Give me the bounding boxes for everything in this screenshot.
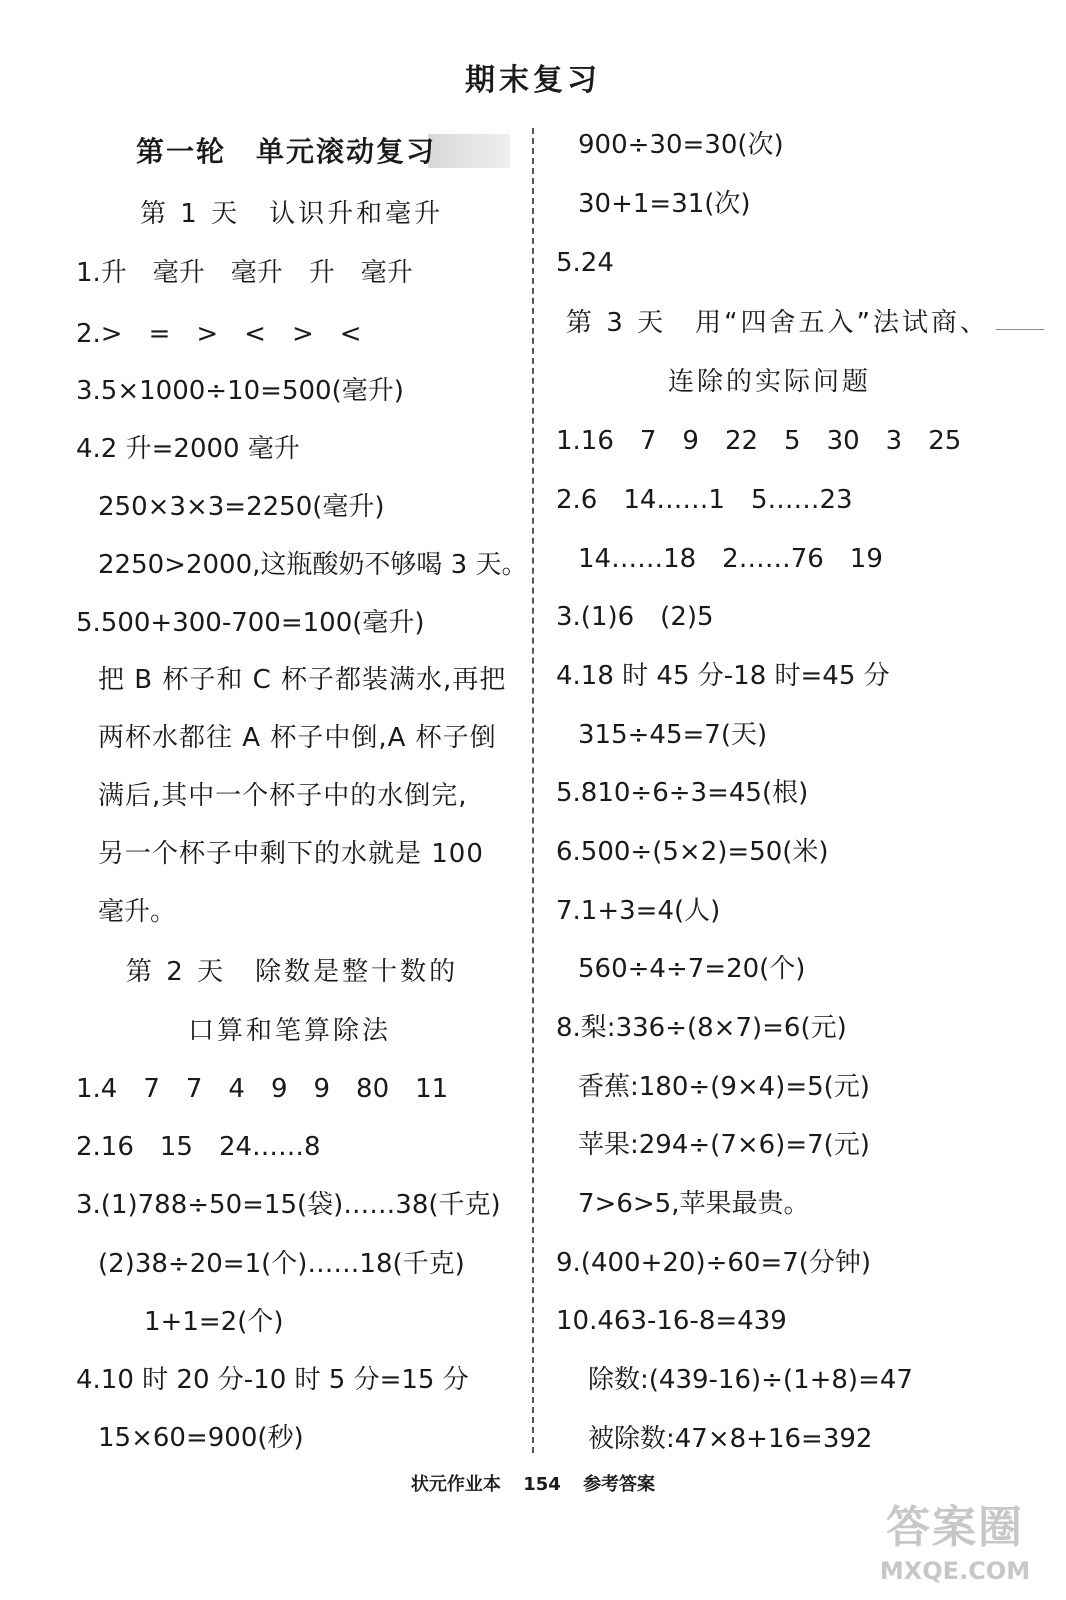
answer-line: 另一个杯子中剩下的水就是 100 <box>98 839 484 869</box>
answer-line: 900÷30=30(次) <box>578 130 784 160</box>
answer-line: 被除数:47×8+16=392 <box>588 1424 873 1454</box>
watermark-site: MXQE.COM <box>879 1557 1031 1585</box>
answer-line: 3.(1)6 (2)5 <box>556 602 714 632</box>
answer-line: 3.5×1000÷10=500(毫升) <box>76 376 404 406</box>
answer-line: 满后,其中一个杯子中的水倒完, <box>98 781 468 811</box>
day-2-heading: 第 2 天 除数是整十数的 <box>126 957 459 987</box>
answer-line: 315÷45=7(天) <box>578 720 768 750</box>
footer-book-name: 状元作业本 <box>410 1474 501 1495</box>
answer-line: 毫升。 <box>98 897 177 927</box>
answer-line: 10.463-16-8=439 <box>556 1306 787 1336</box>
answer-line: 除数:(439-16)÷(1+8)=47 <box>588 1365 913 1395</box>
answer-line: 9.(400+20)÷60=7(分钟) <box>556 1248 872 1278</box>
watermark-logo <box>860 1500 1050 1596</box>
answer-line: 8.梨:336÷(8×7)=6(元) <box>556 1013 847 1043</box>
answer-line: 30+1=31(次) <box>578 189 751 219</box>
answer-line: 560÷4÷7=20(个) <box>578 954 806 984</box>
answer-line: 两杯水都往 A 杯子中倒,A 杯子倒 <box>98 723 497 753</box>
answer-line: 1+1=2(个) <box>144 1307 284 1337</box>
page-number: 154 <box>523 1474 561 1495</box>
answer-line: 4.10 时 20 分-10 时 5 分=15 分 <box>76 1365 469 1395</box>
watermark-main: 答案圈 <box>886 1502 1024 1553</box>
answer-line: 7.1+3=4(人) <box>556 896 721 926</box>
heading-rule <box>996 329 1044 330</box>
column-divider <box>532 128 534 1453</box>
answer-line: 7>6>5,苹果最贵。 <box>578 1189 810 1219</box>
answer-line: 6.500÷(5×2)=50(米) <box>556 837 829 867</box>
page-title: 期末复习 <box>465 63 601 98</box>
answer-line: 2.16 15 24……8 <box>76 1132 321 1162</box>
day-3-heading: 第 3 天 用“四舍五入”法试商、 <box>566 308 990 338</box>
answer-line: 2.6 14……1 5……23 <box>556 485 853 515</box>
answer-line: 4.18 时 45 分-18 时=45 分 <box>556 661 890 691</box>
round-heading: 第一轮 单元滚动复习 <box>136 135 437 168</box>
answer-line: 香蕉:180÷(9×4)=5(元) <box>578 1072 870 1102</box>
answer-line: 1.升 毫升 毫升 升 毫升 <box>76 258 413 288</box>
answer-line: 2.> = > < > < <box>76 319 362 349</box>
page-footer <box>0 1470 1066 1496</box>
answer-line: 2250>2000,这瓶酸奶不够喝 3 天。 <box>98 550 528 580</box>
answer-line: 把 B 杯子和 C 杯子都装满水,再把 <box>98 665 507 695</box>
answer-line: 1.16 7 9 22 5 30 3 25 <box>556 426 962 456</box>
round-heading-shade <box>428 134 510 168</box>
answer-line: 15×60=900(秒) <box>98 1423 304 1453</box>
answer-line: 1.4 7 7 4 9 9 80 11 <box>76 1074 449 1104</box>
answer-line: 3.(1)788÷50=15(袋)……38(千克) <box>76 1190 501 1220</box>
answer-line: 250×3×3=2250(毫升) <box>98 492 385 522</box>
answer-line: 苹果:294÷(7×6)=7(元) <box>578 1130 870 1160</box>
answer-line: 4.2 升=2000 毫升 <box>76 434 300 464</box>
day-2-heading-cont: 口算和笔算除法 <box>188 1016 392 1046</box>
answer-line: 5.24 <box>556 248 614 278</box>
answer-line: 5.500+300-700=100(毫升) <box>76 608 425 638</box>
answer-line: 14……18 2……76 19 <box>578 544 883 574</box>
day-1-heading: 第 1 天 认识升和毫升 <box>140 199 444 229</box>
answer-line: (2)38÷20=1(个)……18(千克) <box>98 1249 465 1279</box>
answer-line: 5.810÷6÷3=45(根) <box>556 778 809 808</box>
day-3-heading-cont: 连除的实际问题 <box>668 367 872 397</box>
footer-section: 参考答案 <box>583 1474 656 1495</box>
